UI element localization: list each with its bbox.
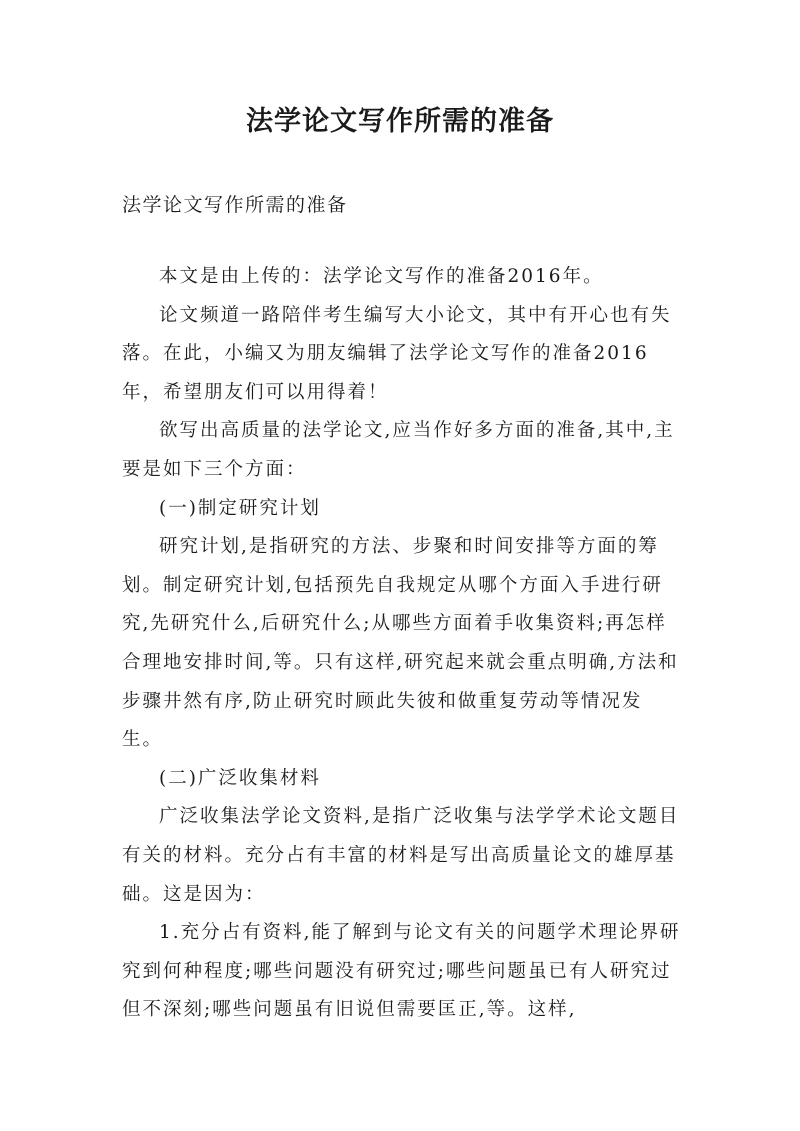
paragraph-preparation: 欲写出高质量的法学论文,应当作好多方面的准备,其中,主要是如下三个方面： [122,420,675,480]
section-heading-materials: (二)广泛收集材料 [159,767,321,789]
document-body [122,258,682,1030]
paragraph-materials: 广泛收集法学论文资料,是指广泛收集与法学学术论文题目有关的材料。充分占有丰富的材料是写出高质量论文的雄厚基础。这是因为： [122,806,680,905]
paragraph-point-1: 1.充分占有资料,能了解到与论文有关的问题学术理论界研究到何种程度;哪些问题没有研究过;哪些问题虽已有人研究过但不深刻;哪些问题虽有旧说但需要匡正,等。这样, [122,922,681,1021]
document-subtitle: 法学论文写作所需的准备 [122,194,348,216]
document-title: 法学论文写作所需的准备 [246,106,554,137]
section-heading-plan: (一)制定研究计划 [159,497,321,519]
paragraph-plan: 研究计划,是指研究的方法、步聚和时间安排等方面的筹划。制定研究计划,包括预先自我规定从哪个方面入手进行研究,先研究什么,后研究什么;从哪些方面着手收集资料;再怎样合理地安排时间,等。只有这样,研究起来就会重点明确,方法和步骤井然有序,防止研究时顾此失彼和做重复劳动等情况发生。 [122,536,679,751]
paragraph-intro: 论文频道一路陪伴考生编写大小论文，其中有开心也有失落。在此，小编又为朋友编辑了法学论文写作的准备2016年，希望朋友们可以用得着！ [122,304,672,403]
paragraph-source: 本文是由上传的：法学论文写作的准备2016年。 [159,266,604,287]
